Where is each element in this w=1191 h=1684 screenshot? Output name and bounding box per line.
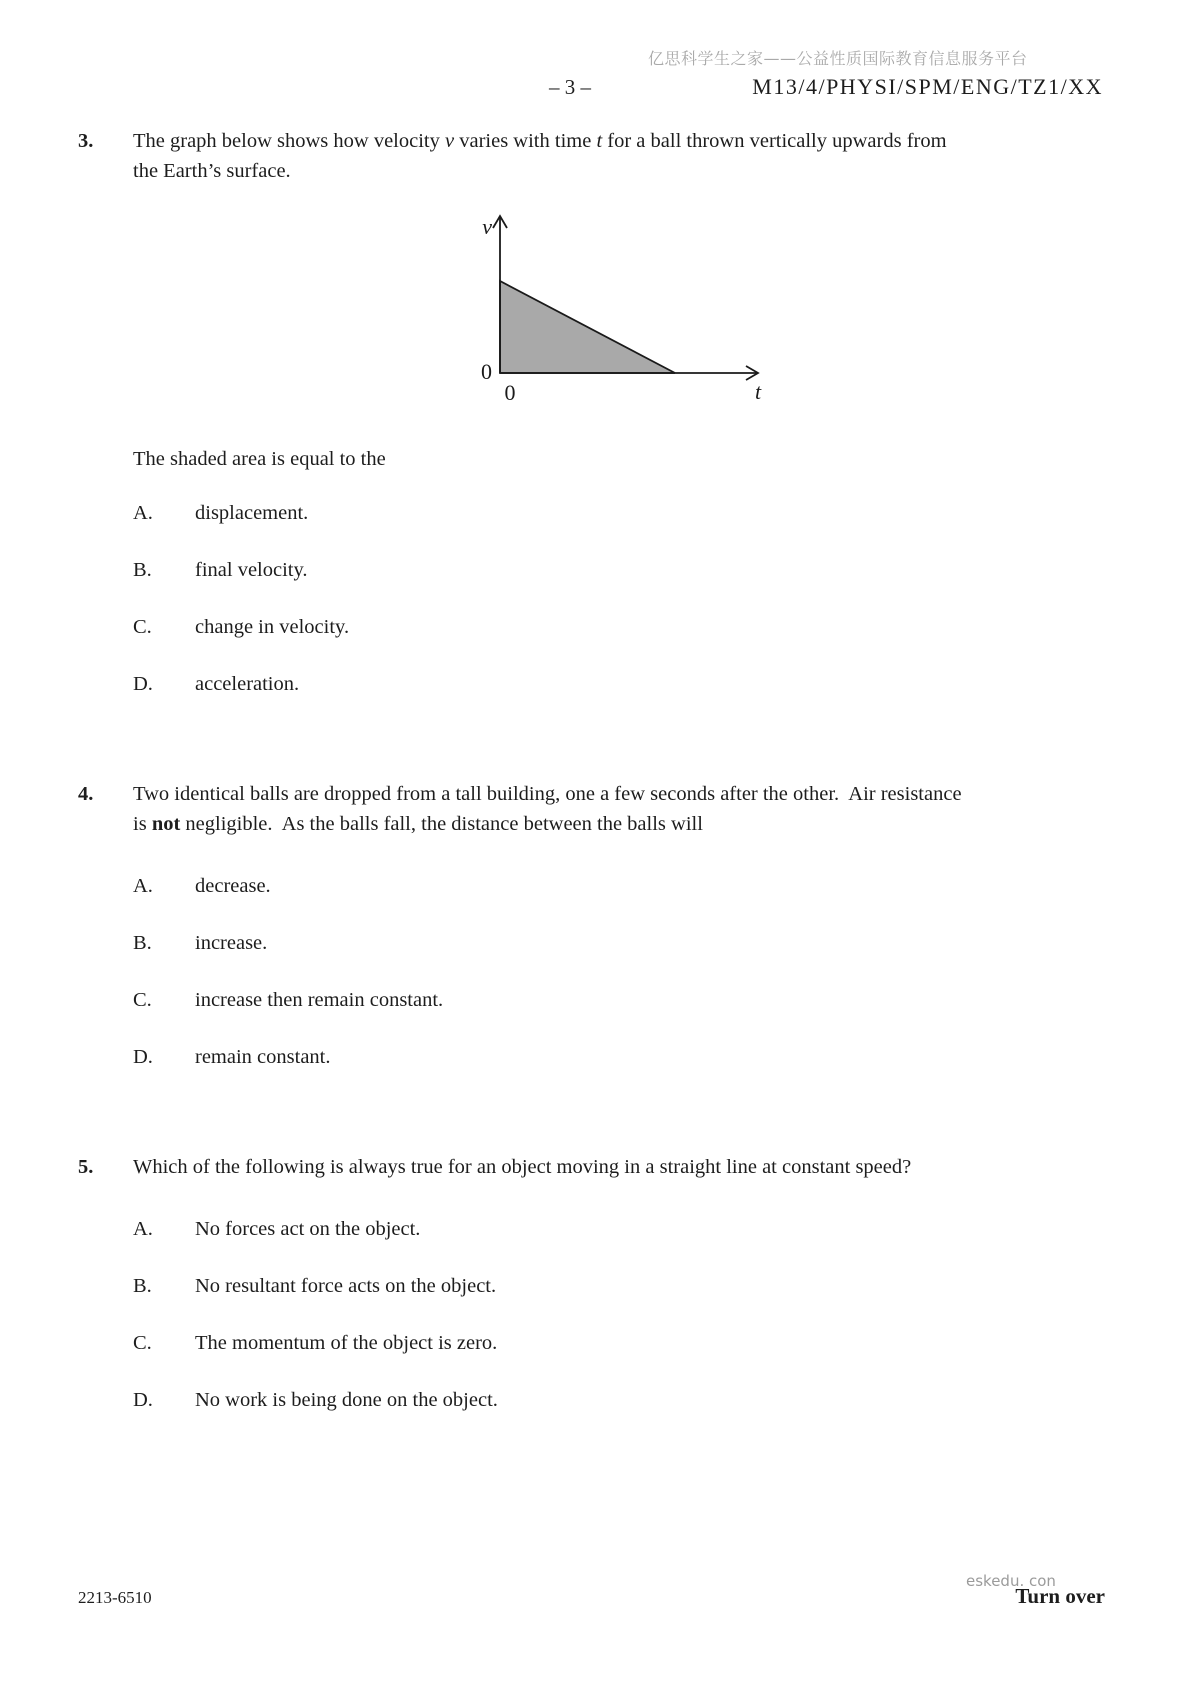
option-text: change in velocity. xyxy=(195,616,350,638)
option-row-b xyxy=(133,928,1113,958)
question-3-stem: The graph below shows how velocity v varies with time t for a ball thrown vertically upwards from the Earth’s surface. xyxy=(133,130,947,182)
question-5 xyxy=(78,1152,1113,1415)
question-5-options xyxy=(133,1214,1113,1415)
option-letter: A. xyxy=(133,1218,153,1240)
question-3-substem: The shaded area is equal to the xyxy=(133,448,386,470)
turn-over-label: Turn over xyxy=(1015,1584,1105,1608)
question-4-stem: Two identical balls are dropped from a tall building, one a few seconds after the other. Air resistance is not negligible. As the balls fall, the distance between the balls will xyxy=(133,783,962,835)
option-text: remain constant. xyxy=(195,1046,331,1068)
option-text: decrease. xyxy=(195,875,271,897)
document-code: 2213-6510 xyxy=(78,1588,152,1607)
option-row-a xyxy=(133,871,1113,901)
option-letter: A. xyxy=(133,502,153,524)
question-5-number: 5. xyxy=(78,1156,94,1178)
x-axis-label: t xyxy=(754,379,762,404)
option-text: displacement. xyxy=(195,502,309,524)
question-5-stem: Which of the following is always true for an object moving in a straight line at constant speed? xyxy=(133,1156,912,1178)
option-letter: C. xyxy=(133,616,152,638)
option-letter: B. xyxy=(133,559,152,581)
option-letter: B. xyxy=(133,932,152,954)
page-number: – 3 – xyxy=(549,75,591,99)
exam-code: M13/4/PHYSI/SPM/ENG/TZ1/XX xyxy=(752,74,1103,99)
option-text: No resultant force acts on the object. xyxy=(195,1275,497,1297)
option-row-a xyxy=(133,1214,1113,1244)
question-4-options xyxy=(133,871,1113,1072)
option-row-c xyxy=(133,1328,1113,1358)
option-row-c xyxy=(133,612,1113,642)
option-row-b xyxy=(133,555,1113,585)
question-3-options xyxy=(133,498,1113,699)
option-text: The momentum of the object is zero. xyxy=(195,1332,498,1354)
option-row-d xyxy=(133,669,1113,699)
option-row-a xyxy=(133,498,1113,528)
header-watermark: 亿思科学生之家——公益性质国际教育信息服务平台 xyxy=(648,49,1028,68)
option-letter: C. xyxy=(133,1332,152,1354)
option-row-d xyxy=(133,1042,1113,1072)
question-4 xyxy=(78,779,1113,1072)
option-letter: B. xyxy=(133,1275,152,1297)
option-letter: A. xyxy=(133,875,153,897)
option-letter: D. xyxy=(133,1389,153,1411)
option-text: final velocity. xyxy=(195,559,308,581)
shaded-area xyxy=(500,281,675,373)
option-letter: D. xyxy=(133,1046,153,1068)
question-3-number: 3. xyxy=(78,130,94,152)
option-text: increase then remain constant. xyxy=(195,989,444,1011)
option-text: acceleration. xyxy=(195,673,300,695)
option-letter: C. xyxy=(133,989,152,1011)
option-text: No work is being done on the object. xyxy=(195,1389,498,1411)
option-letter: D. xyxy=(133,673,153,695)
y-origin-label: 0 xyxy=(481,359,492,384)
option-row-c xyxy=(133,985,1113,1015)
option-text: increase. xyxy=(195,932,268,954)
y-axis-label: v xyxy=(482,214,492,239)
option-row-d xyxy=(133,1385,1113,1415)
velocity-time-graph xyxy=(440,204,780,404)
option-text: No forces act on the object. xyxy=(195,1218,421,1240)
x-origin-label: 0 xyxy=(504,380,516,404)
question-4-number: 4. xyxy=(78,783,94,805)
option-row-b xyxy=(133,1271,1113,1301)
question-3 xyxy=(78,126,1113,699)
footer-watermark: eskedu. con xyxy=(966,1572,1056,1590)
